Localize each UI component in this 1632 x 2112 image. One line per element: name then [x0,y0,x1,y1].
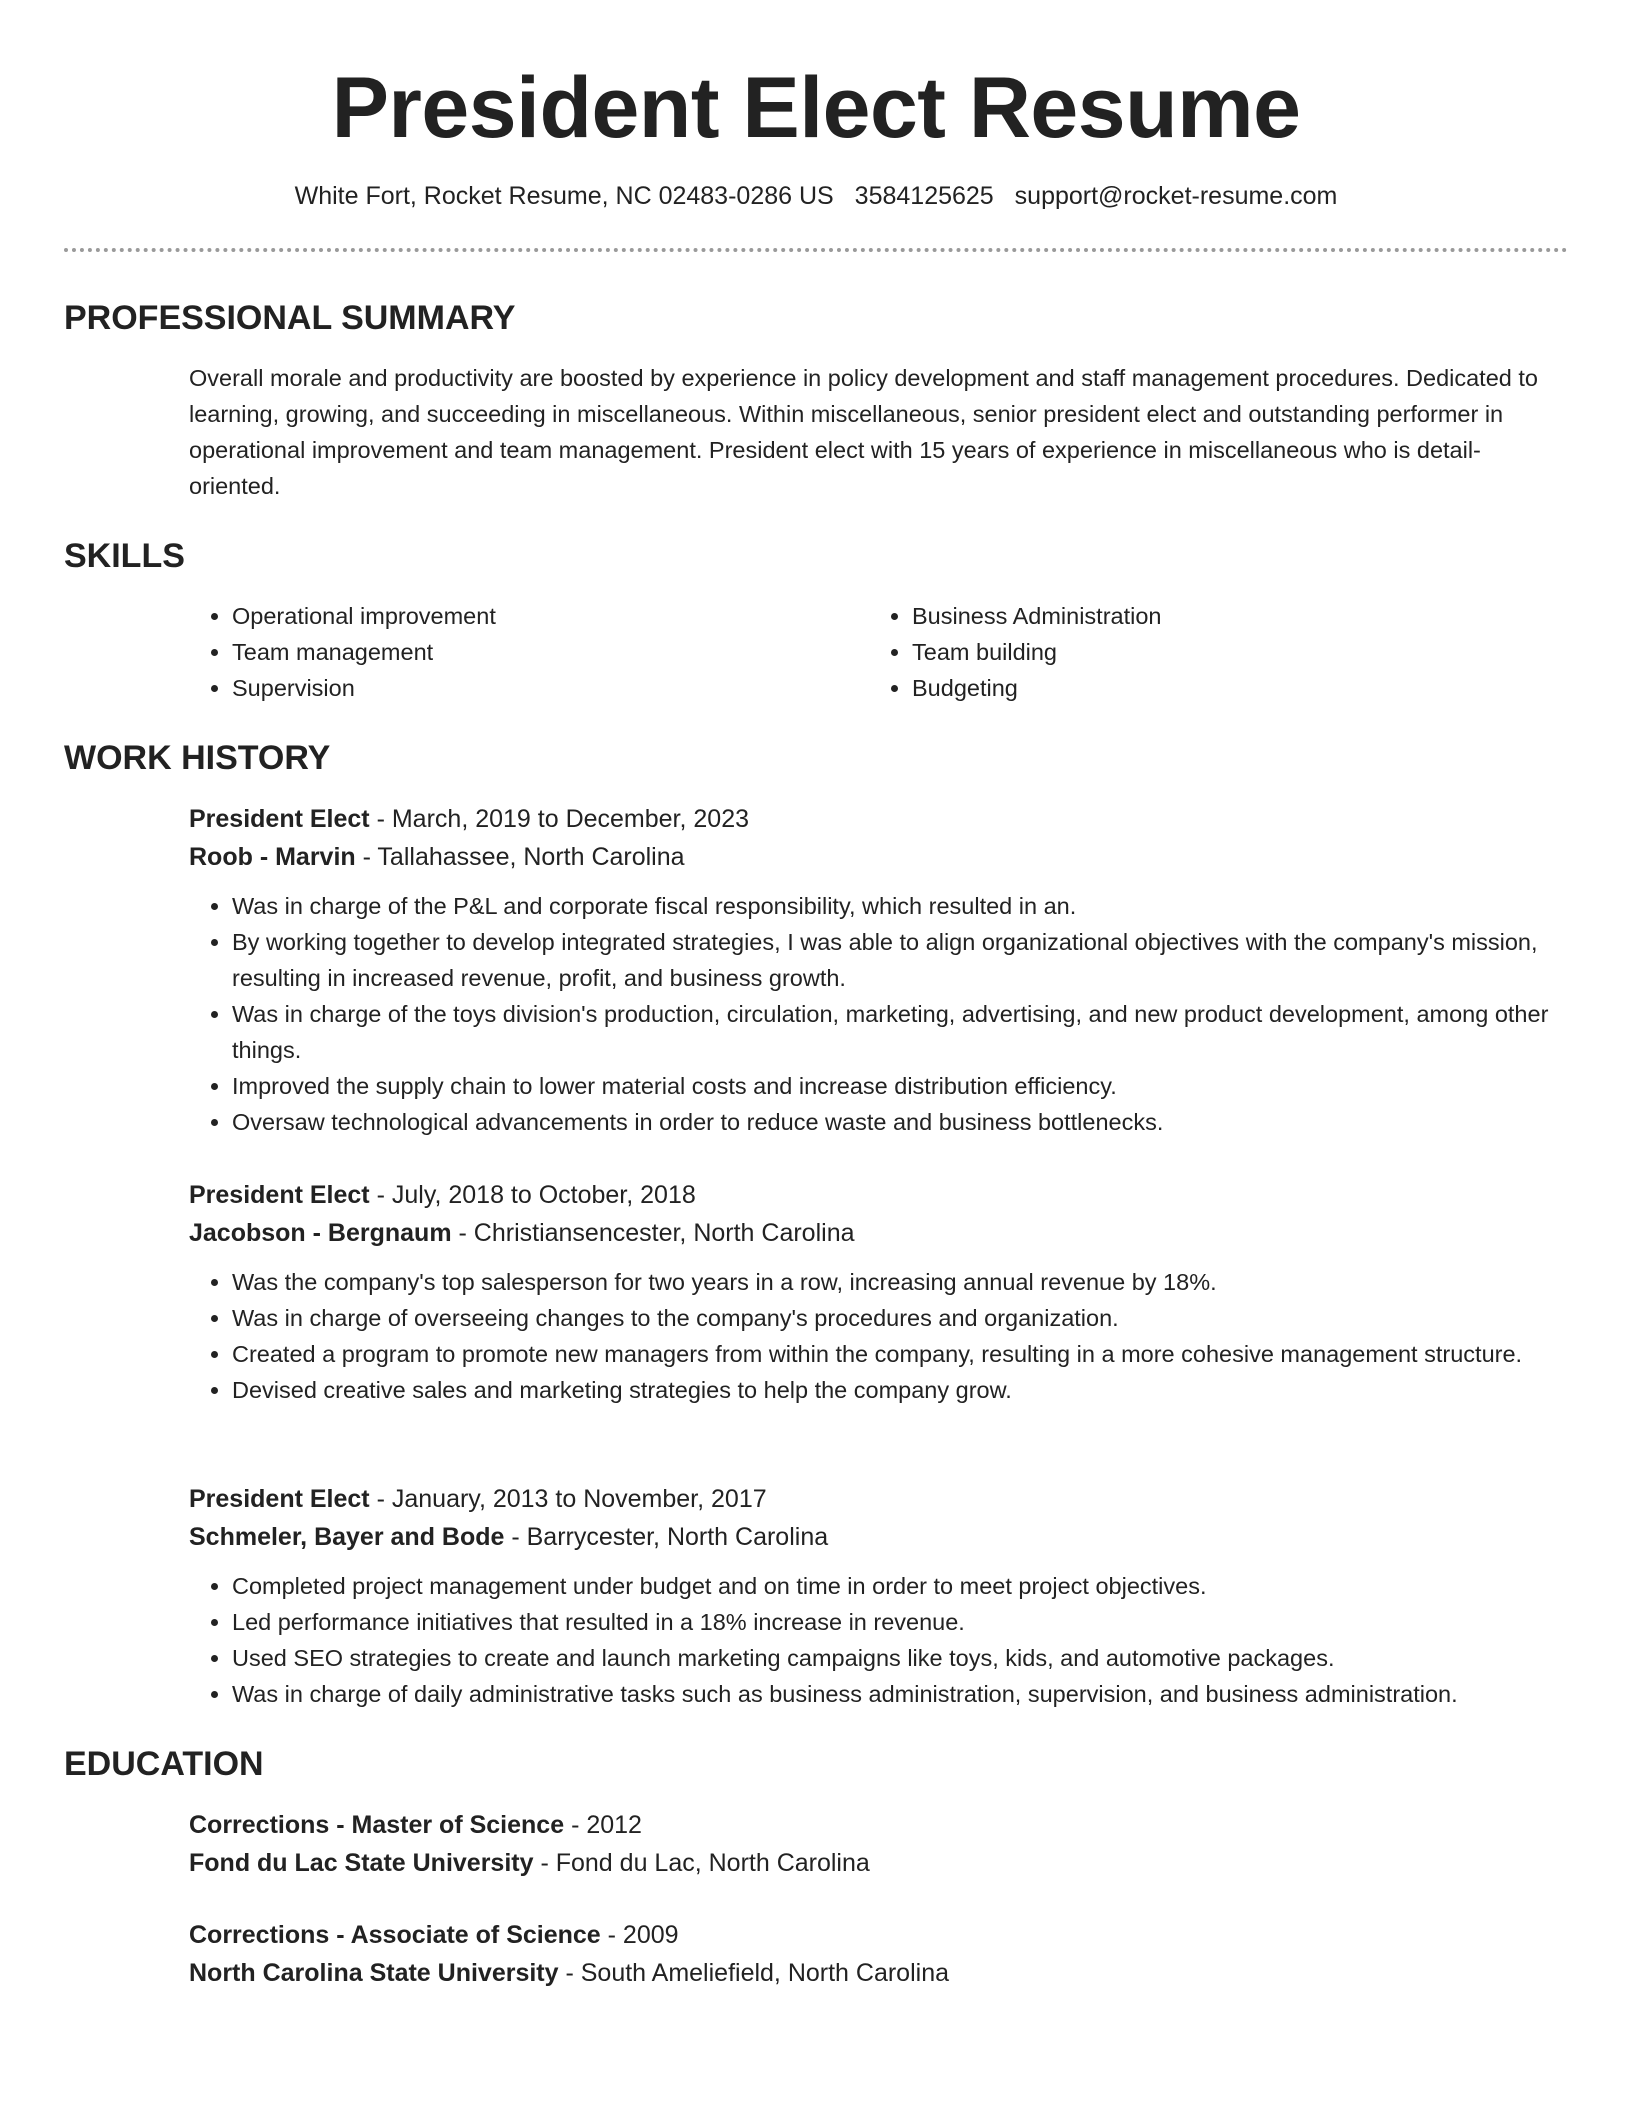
job-bullet: • Led performance initiatives that resulted in a 18% increase in revenue. [232,1604,1569,1640]
job-bullet: • Created a program to promote new managers from within the company, resulting in a more cohesive management structure. [232,1336,1569,1372]
skill-item: • Team building [912,634,1549,670]
education-degree: Corrections - Master of Science [189,1811,565,1839]
education-year: - 2009 [600,1921,679,1949]
job-dates: - January, 2013 to November, 2017 [369,1485,767,1513]
education-degree: Corrections - Associate of Science [189,1921,601,1949]
job-bullets [189,1568,1569,1712]
job-role: President Elect [189,1485,370,1513]
education-heading: EDUCATION [64,1745,264,1783]
summary-text: Overall morale and productivity are boosted by experience in policy development and staff management procedures. Dedicated to learning, growing, and succeeding in miscellaneous. Within miscellaneous, senior president elect and outstanding performer in operational improvement and team management. President elect with 15 years of experience in miscellaneous who is detail-oriented. [189,365,1538,499]
job-dates: - July, 2018 to October, 2018 [369,1181,696,1209]
job-company-line [189,838,1569,876]
resume-title: President Elect Resume [331,60,1301,156]
job-dates: - March, 2019 to December, 2023 [369,805,750,833]
education-location: - South Ameliefield, North Carolina [558,1959,949,1987]
job-company: Roob - Marvin [189,843,356,871]
job-entry [189,800,1569,1140]
education-degree-line [189,1806,1569,1844]
job-role: President Elect [189,1181,370,1209]
job-bullet: • Was in charge of the toys division's production, circulation, marketing, advertising, and new product development, among other things. [232,996,1569,1068]
job-bullet: • Oversaw technological advancements in order to reduce waste and business bottlenecks. [232,1104,1569,1140]
education-entry [189,1806,1569,1882]
job-title-line [189,1176,1569,1214]
job-bullet: • Completed project management under budget and on time in order to meet project objectives. [232,1568,1569,1604]
skill-item: • Business Administration [912,598,1549,634]
resume-page [64,0,1568,1987]
job-entry [189,1176,1569,1408]
contact-address: White Fort, Rocket Resume, NC 02483-0286 US [294,182,834,210]
skill-item: • Budgeting [912,670,1549,706]
job-bullet: • Was in charge of the P&L and corporate fiscal responsibility, which resulted in an. [232,888,1569,924]
education-school-line [189,1954,1569,1992]
job-location: - Christiansencester, North Carolina [451,1219,855,1247]
work-history-heading: WORK HISTORY [64,739,331,777]
job-company-line [189,1518,1569,1556]
job-role: President Elect [189,805,370,833]
education-location: - Fond du Lac, North Carolina [533,1849,870,1877]
education-year: - 2012 [564,1811,642,1839]
job-bullets [189,1264,1569,1408]
skill-item: • Team management [232,634,869,670]
job-bullet: • Was the company's top salesperson for two years in a row, increasing annual revenue by 18%. [232,1264,1569,1300]
job-company-line [189,1214,1569,1252]
job-entry [189,1480,1569,1712]
skills-list [189,598,1549,706]
skill-item: • Supervision [232,670,869,706]
education-degree-line [189,1916,1569,1954]
skill-item: • Operational improvement [232,598,869,634]
contact-phone: 3584125625 [854,182,994,210]
job-title-line [189,800,1569,838]
skills-heading: SKILLS [64,537,185,575]
job-bullet: • Was in charge of daily administrative tasks such as business administration, supervision, and business administration. [232,1676,1569,1712]
skills-column-left [189,598,869,706]
job-bullet: • Used SEO strategies to create and launch marketing campaigns like toys, kids, and automotive packages. [232,1640,1569,1676]
header-divider [64,248,1568,252]
job-company: Schmeler, Bayer and Bode [189,1523,505,1551]
job-title-line [189,1480,1569,1518]
education-school: North Carolina State University [189,1959,559,1987]
job-location: - Barrycester, North Carolina [504,1523,829,1551]
job-bullet: • Was in charge of overseeing changes to the company's procedures and organization. [232,1300,1569,1336]
skills-column-right [869,598,1549,706]
job-bullets [189,888,1569,1140]
job-bullet: • By working together to develop integrated strategies, I was able to align organizational objectives with the company's mission, resulting in increased revenue, profit, and business growth. [232,924,1569,996]
job-location: - Tallahassee, North Carolina [355,843,685,871]
contact-line [64,180,1568,212]
summary-heading: PROFESSIONAL SUMMARY [64,299,516,337]
job-bullet: • Improved the supply chain to lower material costs and increase distribution efficiency. [232,1068,1569,1104]
job-company: Jacobson - Bergnaum [189,1219,452,1247]
contact-email: support@rocket-resume.com [1014,182,1338,210]
job-bullet: • Devised creative sales and marketing strategies to help the company grow. [232,1372,1569,1408]
education-entry [189,1916,1569,1992]
education-school-line [189,1844,1569,1882]
education-school: Fond du Lac State University [189,1849,534,1877]
